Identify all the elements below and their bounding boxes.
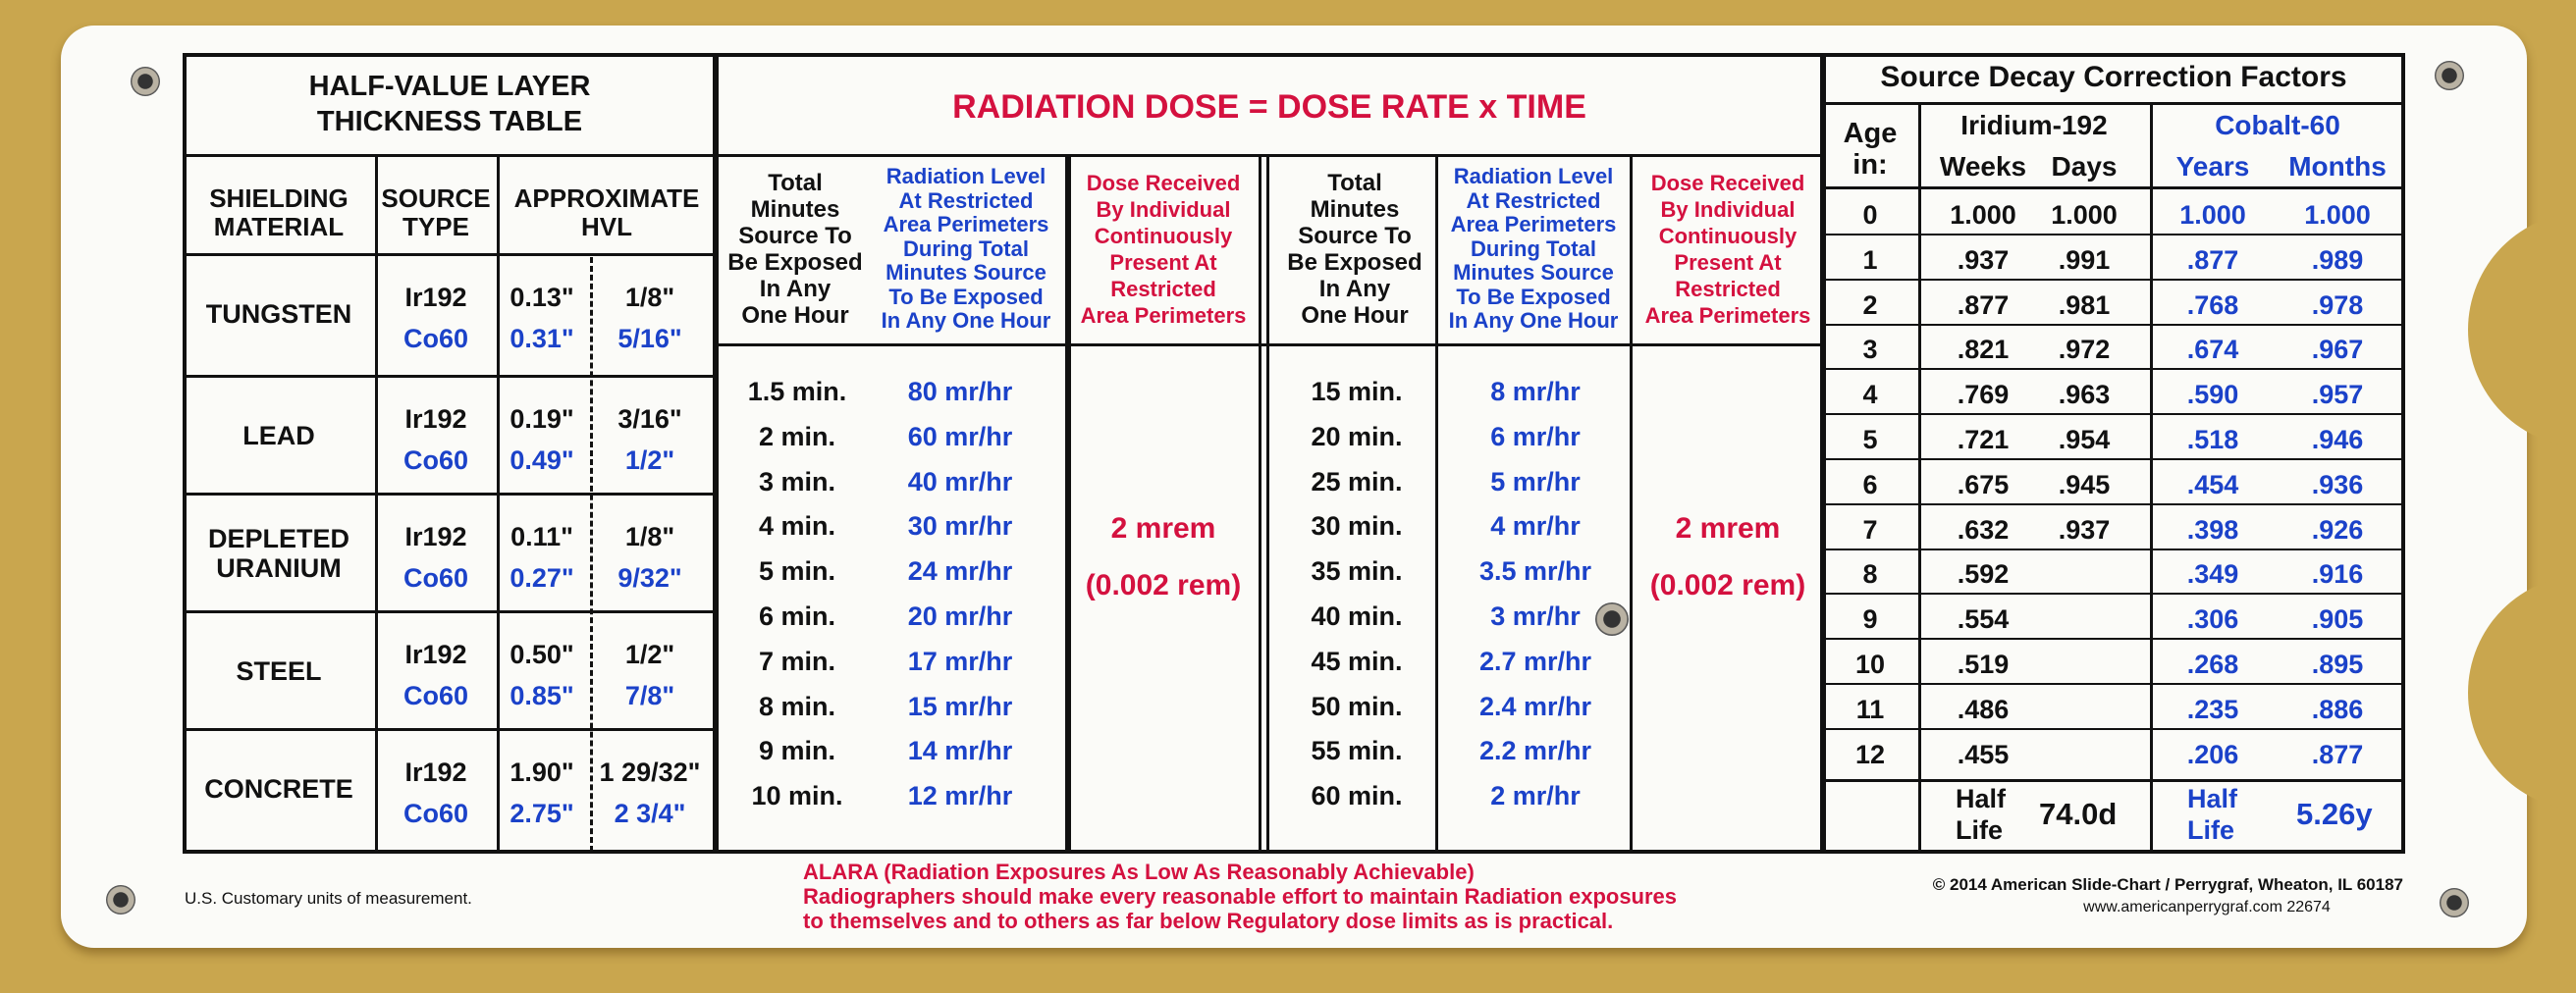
exposure-minutes: 4 min. <box>758 511 836 542</box>
dose-value-right: 2 mrem <box>1675 512 1781 545</box>
hvl-ir-fraction: 1/2" <box>624 640 675 669</box>
col-header-source: SOURCE TYPE <box>381 183 491 241</box>
cobalt-years-factor: .235 <box>2186 694 2239 724</box>
iridium-weeks-factor: .721 <box>1957 425 2010 454</box>
exposure-minutes: 35 min. <box>1311 556 1403 587</box>
cobalt-months-factor: .936 <box>2311 469 2364 499</box>
iridium-weeks-factor: .877 <box>1957 289 2010 320</box>
iridium-weeks-factor: .937 <box>1957 244 2010 275</box>
decay-age: 8 <box>1862 559 1878 590</box>
cobalt-years-factor: .674 <box>2186 335 2239 365</box>
exposure-minutes: 8 min. <box>758 691 836 721</box>
radiation-level: 4 mr/hr <box>1490 511 1581 542</box>
exposure-minutes: 9 min. <box>758 736 836 766</box>
exposure-minutes: 50 min. <box>1311 691 1403 721</box>
iridium-weeks-factor: .675 <box>1957 469 2010 499</box>
radiation-level: 2.2 mr/hr <box>1478 736 1592 766</box>
slide-notch-bottom <box>2468 575 2576 810</box>
hvl-ir-fraction: 1/8" <box>624 283 675 312</box>
material-name: TUNGSTEN <box>205 299 352 329</box>
hvl-co-decimal: 0.31" <box>510 324 574 353</box>
exposure-minutes: 45 min. <box>1311 646 1403 676</box>
hvl-ir-decimal: 1.90" <box>510 758 574 787</box>
exposure-minutes: 1.5 min. <box>747 377 847 406</box>
iridium-days-factor: .991 <box>2058 244 2111 275</box>
cobalt-months-factor: .916 <box>2311 559 2364 590</box>
hvl-co-decimal: 2.75" <box>510 799 574 828</box>
units-note: U.S. Customary units of measurement. <box>185 889 472 908</box>
iridium-days-factor: .972 <box>2058 335 2111 365</box>
decay-age: 4 <box>1862 380 1878 410</box>
cobalt-years-factor: .306 <box>2186 604 2239 635</box>
source-co60: Co60 <box>402 681 469 710</box>
hvl-co-fraction: 1/2" <box>624 445 675 475</box>
decay-age: 12 <box>1854 739 1886 769</box>
exposure-minutes: 5 min. <box>758 556 836 587</box>
header-dose-received-left: Dose Received By Individual Continuously Present At Restricted Area Perimeters <box>1080 171 1247 328</box>
cobalt-months-factor: 1.000 <box>2304 200 2371 230</box>
radiation-level: 20 mr/hr <box>907 601 1013 631</box>
cobalt-years-factor: .349 <box>2186 559 2239 590</box>
cobalt-years-factor: .454 <box>2186 469 2239 499</box>
exposure-minutes: 7 min. <box>758 646 836 676</box>
cobalt-header: Cobalt-60 <box>2215 110 2340 140</box>
hvl-co-decimal: 0.85" <box>510 681 574 710</box>
material-name: DEPLETED URANIUM <box>207 524 350 583</box>
rivet-icon <box>2435 61 2464 90</box>
slide-notch-top <box>2468 212 2576 447</box>
radiation-level: 17 mr/hr <box>907 646 1013 676</box>
radiation-level: 2.7 mr/hr <box>1478 646 1592 676</box>
material-name: STEEL <box>236 656 322 686</box>
decay-age-label: Age in: <box>1843 118 1898 181</box>
cobalt-years-factor: .768 <box>2186 289 2239 320</box>
source-ir192: Ir192 <box>404 404 467 434</box>
exposure-minutes: 10 min. <box>751 781 843 811</box>
decay-age: 0 <box>1862 200 1878 230</box>
decay-age: 9 <box>1862 604 1878 635</box>
cobalt-months-factor: .946 <box>2311 425 2364 454</box>
header-dose-received-right: Dose Received By Individual Continuously Present At Restricted Area Perimeters <box>1644 171 1811 328</box>
radiation-level: 3.5 mr/hr <box>1478 556 1592 587</box>
material-name: CONCRETE <box>204 774 353 804</box>
hvl-co-fraction: 2 3/4" <box>614 799 686 828</box>
exposure-minutes: 60 min. <box>1311 781 1403 811</box>
source-co60: Co60 <box>402 799 469 828</box>
dose-formula-title: RADIATION DOSE = DOSE RATE x TIME <box>952 88 1586 126</box>
radiation-level: 40 mr/hr <box>907 466 1013 496</box>
iridium-weeks-factor: .632 <box>1957 514 2010 545</box>
iridium-weeks-factor: .486 <box>1957 694 2010 724</box>
radiation-level: 15 mr/hr <box>907 691 1013 721</box>
cobalt-years-factor: .398 <box>2186 514 2239 545</box>
radiation-level: 24 mr/hr <box>907 556 1013 587</box>
source-ir192: Ir192 <box>404 283 467 312</box>
hvl-ir-decimal: 0.19" <box>510 404 574 434</box>
iridium-weeks-factor: .554 <box>1957 604 2010 635</box>
exposure-minutes: 3 min. <box>758 466 836 496</box>
cobalt-years-factor: .268 <box>2186 650 2239 679</box>
hvl-title: HALF-VALUE LAYER THICKNESS TABLE <box>308 71 591 137</box>
cobalt-months-header: Months <box>2288 151 2387 182</box>
source-co60: Co60 <box>402 445 469 475</box>
iridium-days-factor: .981 <box>2058 289 2111 320</box>
radiation-level: 6 mr/hr <box>1490 421 1581 451</box>
cobalt-months-factor: .895 <box>2311 650 2364 679</box>
source-ir192: Ir192 <box>404 640 467 669</box>
decay-title: Source Decay Correction Factors <box>1880 61 2347 93</box>
decay-age: 10 <box>1854 650 1886 679</box>
exposure-minutes: 2 min. <box>758 421 836 451</box>
half-life-label-ir: Half Life <box>1956 784 2007 845</box>
decay-age: 2 <box>1862 289 1878 320</box>
rivet-icon <box>131 67 160 96</box>
material-name: LEAD <box>242 421 315 450</box>
cobalt-months-factor: .905 <box>2311 604 2364 635</box>
header-total-minutes-left: Total Minutes Source To Be Exposed In Any One Hour <box>727 170 863 329</box>
iridium-days-factor: .963 <box>2058 380 2111 410</box>
iridium-days-header: Days <box>2051 151 2118 182</box>
cobalt-half-life: 5.26y <box>2296 797 2373 831</box>
radiation-level: 8 mr/hr <box>1490 377 1581 406</box>
half-life-label-co: Half Life <box>2187 784 2238 845</box>
exposure-minutes: 40 min. <box>1311 601 1403 631</box>
iridium-weeks-factor: 1.000 <box>1950 200 2016 230</box>
iridium-days-factor: .954 <box>2058 425 2111 454</box>
decay-age: 11 <box>1855 694 1885 724</box>
radiation-level: 12 mr/hr <box>907 781 1013 811</box>
cobalt-months-factor: .877 <box>2311 739 2364 769</box>
exposure-minutes: 25 min. <box>1311 466 1403 496</box>
dose-rem-left: (0.002 rem) <box>1085 569 1242 601</box>
iridium-weeks-factor: .455 <box>1957 739 2010 769</box>
header-total-minutes-right: Total Minutes Source To Be Exposed In Any One Hour <box>1287 170 1422 329</box>
exposure-minutes: 15 min. <box>1311 377 1403 406</box>
exposure-minutes: 55 min. <box>1311 736 1403 766</box>
radiation-level: 2 mr/hr <box>1490 781 1581 811</box>
cobalt-years-factor: .590 <box>2186 380 2239 410</box>
cobalt-years-factor: .206 <box>2186 739 2239 769</box>
source-co60: Co60 <box>402 563 469 593</box>
cobalt-years-factor: 1.000 <box>2179 200 2246 230</box>
source-co60: Co60 <box>402 324 469 353</box>
iridium-days-factor: .937 <box>2058 514 2111 545</box>
dose-rem-right: (0.002 rem) <box>1649 569 1806 601</box>
hvl-ir-decimal: 0.13" <box>510 283 574 312</box>
radiation-level: 3 mr/hr <box>1490 601 1581 631</box>
radiation-level: 80 mr/hr <box>907 377 1013 406</box>
decay-age: 7 <box>1862 514 1878 545</box>
hvl-ir-decimal: 0.11" <box>510 522 573 551</box>
hvl-ir-fraction: 1/8" <box>624 522 675 551</box>
iridium-weeks-factor: .519 <box>1957 650 2010 679</box>
hvl-co-decimal: 0.27" <box>510 563 574 593</box>
decay-age: 6 <box>1862 469 1878 499</box>
radiation-level: 5 mr/hr <box>1490 466 1581 496</box>
cobalt-years-factor: .518 <box>2186 425 2239 454</box>
radiation-level: 30 mr/hr <box>907 511 1013 542</box>
source-ir192: Ir192 <box>404 522 467 551</box>
exposure-minutes: 30 min. <box>1311 511 1403 542</box>
iridium-weeks-factor: .769 <box>1957 380 2010 410</box>
decay-age: 1 <box>1862 244 1878 275</box>
cobalt-months-factor: .957 <box>2311 380 2364 410</box>
dose-value-left: 2 mrem <box>1110 512 1216 545</box>
radiation-level: 2.4 mr/hr <box>1478 691 1592 721</box>
exposure-minutes: 6 min. <box>758 601 836 631</box>
cobalt-months-factor: .978 <box>2311 289 2364 320</box>
hvl-ir-fraction: 3/16" <box>617 404 682 434</box>
copyright: © 2014 American Slide-Chart / Perrygraf, Wheaton, IL 60187 <box>1932 875 2403 894</box>
hvl-co-fraction: 5/16" <box>617 324 682 353</box>
rivet-icon <box>106 885 135 915</box>
source-ir192: Ir192 <box>404 758 467 787</box>
cobalt-months-factor: .886 <box>2311 694 2364 724</box>
decay-age: 5 <box>1862 425 1878 454</box>
iridium-header: Iridium-192 <box>1960 110 2108 140</box>
cobalt-months-factor: .989 <box>2311 244 2364 275</box>
radiation-level: 14 mr/hr <box>907 736 1013 766</box>
cobalt-months-factor: .926 <box>2311 514 2364 545</box>
alara-note: ALARA (Radiation Exposures As Low As Reasonably Achievable) Radiographers should make every reasonable effort to maintain Radiation exposures to themselves and to others as far below Regulatory dose limits as is practical. <box>803 860 1678 933</box>
header-radiation-level-left: Radiation Level At Restricted Area Perimeters During Total Minutes Source To Be Exposed In Any One Hour <box>881 164 1051 334</box>
iridium-weeks-factor: .592 <box>1957 559 2010 590</box>
hvl-co-fraction: 7/8" <box>624 681 675 710</box>
website: www.americanperrygraf.com 22674 <box>2083 899 2331 915</box>
col-header-material: SHIELDING MATERIAL <box>209 183 349 241</box>
iridium-days-factor: .945 <box>2058 469 2111 499</box>
hvl-ir-decimal: 0.50" <box>510 640 574 669</box>
iridium-days-factor: 1.000 <box>2051 200 2118 230</box>
iridium-half-life: 74.0d <box>2039 797 2118 831</box>
cobalt-years-header: Years <box>2175 151 2250 182</box>
hvl-ir-fraction: 1 29/32" <box>599 758 701 787</box>
cobalt-months-factor: .967 <box>2311 335 2364 365</box>
cobalt-years-factor: .877 <box>2186 244 2239 275</box>
rivet-icon <box>2440 888 2469 917</box>
col-header-hvl: APPROXIMATE HVL <box>513 183 700 241</box>
header-radiation-level-right: Radiation Level At Restricted Area Perimeters During Total Minutes Source To Be Exposed In Any One Hour <box>1448 164 1619 334</box>
decay-age: 3 <box>1862 335 1878 365</box>
hvl-co-fraction: 9/32" <box>617 563 682 593</box>
iridium-weeks-factor: .821 <box>1957 335 2010 365</box>
radiation-level: 60 mr/hr <box>907 421 1013 451</box>
iridium-weeks-header: Weeks <box>1939 151 2027 182</box>
exposure-minutes: 20 min. <box>1311 421 1403 451</box>
hvl-co-decimal: 0.49" <box>510 445 574 475</box>
